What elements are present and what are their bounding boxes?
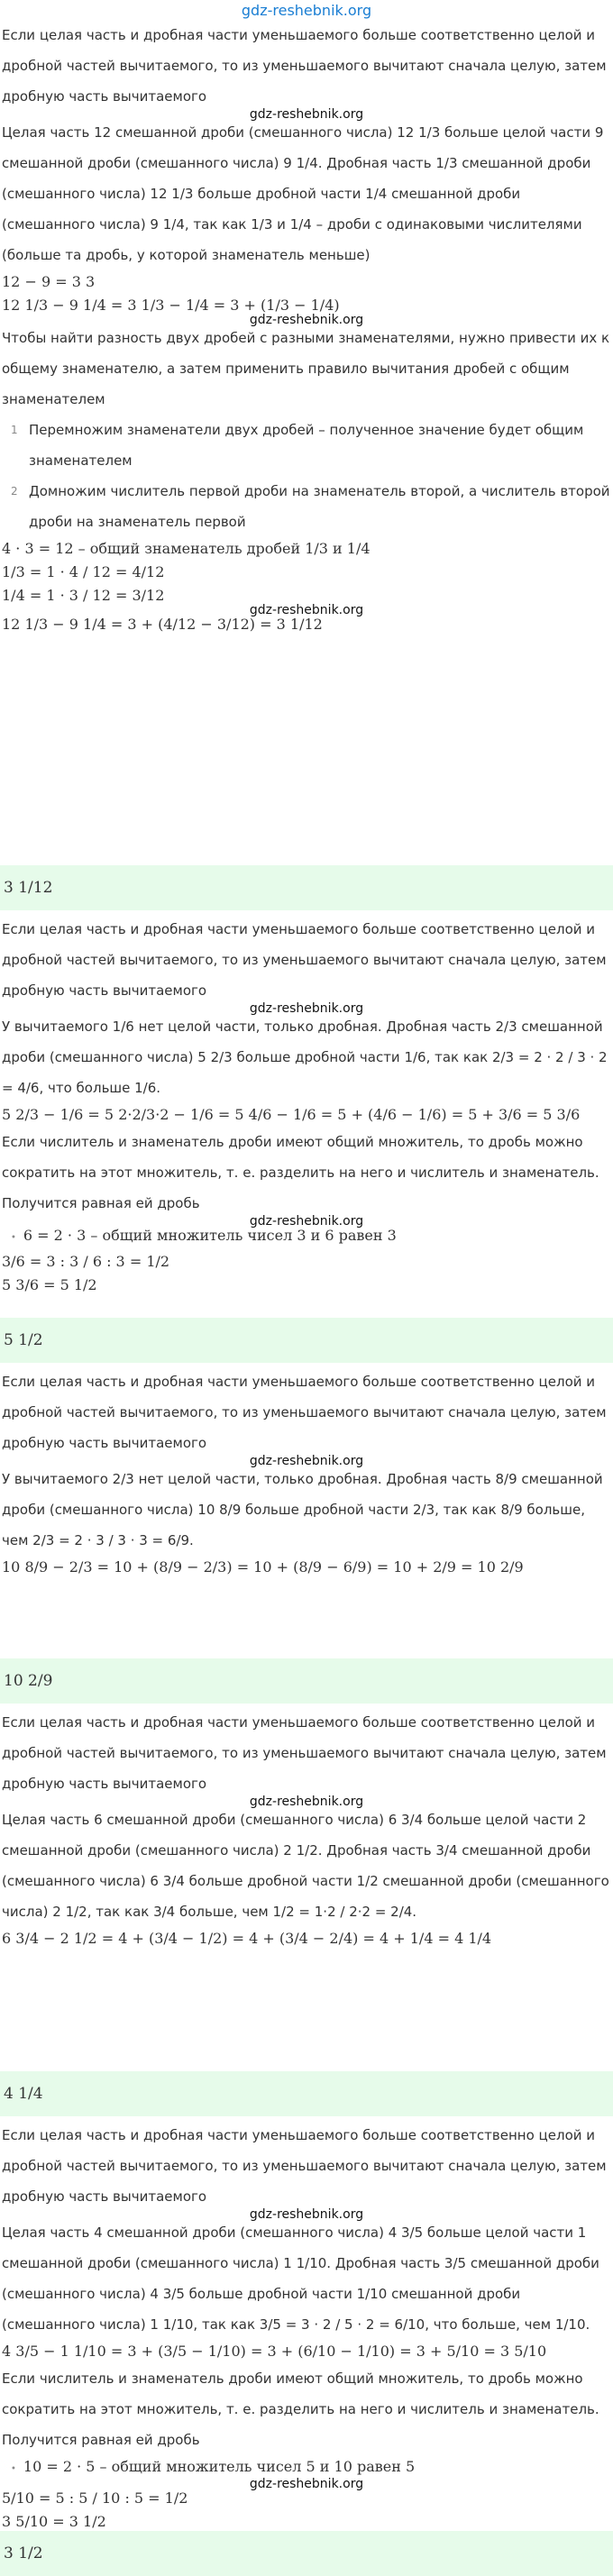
watermark-text: gdz-reshebnik.org bbox=[249, 107, 364, 122]
solution-section-1 bbox=[0, 20, 613, 862]
math-text: 10 = 2 · 5 – общий множитель чисел 5 и 10 равен 5 bbox=[23, 2458, 416, 2475]
rule-text: Если целая часть и дробная части уменьшаемого больше соответственно целой и дробной частей вычитаемого, то из уменьшаемого вычитают сначала целую, затем дробную часть вычитаемого bbox=[2, 921, 607, 999]
rule-text: Если целая часть и дробная части уменьшаемого больше соответственно целой и дробной частей вычитаемого, то из уменьшаемого вычитают сначала целую, затем дробную часть вычитаемого bbox=[2, 2127, 607, 2205]
answer-box: 10 2/9 bbox=[0, 1658, 613, 1704]
math-line: 4 · 3 = 12 – общий знаменатель дробей 1/3 и 1/4 bbox=[2, 540, 371, 557]
explanation-text: Если числитель и знаменатель дроби имеют общий множитель, то дробь можно сократить на этот множитель, т. е. разделить на него и числитель и знаменатель. Получится равная ей дробь bbox=[2, 1134, 599, 1211]
answer-box: 3 1/12 bbox=[0, 865, 613, 910]
watermark-text: gdz-reshebnik.org bbox=[249, 2477, 364, 2491]
rule-text: Если целая часть и дробная части уменьшаемого больше соответственно целой и дробной частей вычитаемого, то из уменьшаемого вычитают сначала целую, затем дробную часть вычитаемого bbox=[2, 27, 607, 105]
answer-box: 3 1/2 bbox=[0, 2531, 613, 2576]
math-line: 6 3/4 − 2 1/2 = 4 + (3/4 − 1/2) = 4 + (3/4 − 2/4) = 4 + 1/4 = 4 1/4 bbox=[2, 1930, 492, 1947]
math-line: 12 − 9 = 3 3 bbox=[2, 273, 96, 290]
solution-section-3 bbox=[0, 1366, 613, 1655]
math-line: 1/3 = 1 · 4 / 12 = 4/12 bbox=[2, 563, 165, 580]
watermark-text: gdz-reshebnik.org bbox=[249, 603, 364, 617]
list-item-text: Домножим числитель первой дроби на знаменатель второй, а числитель второй дроби на знаменатель первой bbox=[29, 483, 610, 530]
math-line: 5 2/3 − 1/6 = 5 2·2/3·2 − 1/6 = 5 4/6 − 1/6 = 5 + (4/6 − 1/6) = 5 + 3/6 = 5 3/6 bbox=[2, 1106, 581, 1123]
list-item: 1 Перемножим знаменатели двух дробей – полученное значение будет общим знаменателем bbox=[11, 422, 584, 469]
watermark-text: gdz-reshebnik.org bbox=[249, 1795, 364, 1809]
math-line bbox=[2, 1224, 611, 1250]
watermark-text: gdz-reshebnik.org bbox=[249, 313, 364, 327]
watermark-text: gdz-reshebnik.org bbox=[249, 1001, 364, 1016]
explanation-text: Целая часть 6 смешанной дроби (смешанного числа) 6 3/4 больше целой части 2 смешанной дроби (смешанного числа) 2 1/2. Дробная часть 3/4 смешанной дроби (смешанного числа) 6 3/4 больше дробной части 1/2 смешанной дроби (смешанного числа) 2 1/2, так как 3/4 больше, чем 1/2 = 1·2 / 2·2 = 2/4. bbox=[2, 1812, 609, 1920]
math-line: 3 5/10 = 3 1/2 bbox=[2, 2513, 106, 2530]
math-line: 10 8/9 − 2/3 = 10 + (8/9 − 2/3) = 10 + (8/9 − 6/9) = 10 + 2/9 = 10 2/9 bbox=[2, 1558, 524, 1576]
explanation-text: Целая часть 4 смешанной дроби (смешанного числа) 4 3/5 больше целой части 1 смешанной дроби (смешанного числа) 1 1/10. Дробная часть 3/5 смешанной дроби (смешанного числа) 4 3/5 больше дробной части 1/10 смешанной дроби (смешанного числа) 1 1/10, так как 3/5 = 3 · 2 / 5 · 2 = 6/10, что больше, чем 1/10. bbox=[2, 2224, 599, 2333]
explanation-text: У вычитаемого 2/3 нет целой части, только дробная. Дробная часть 8/9 смешанной дроби (смешанного числа) 10 8/9 больше дробной части 2/3, так как 8/9 больше, чем 2/3 = 2 · 3 / 3 · 3 = 6/9. bbox=[2, 1471, 603, 1548]
explanation-text: Целая часть 12 смешанной дроби (смешанного числа) 12 1/3 больше целой части 9 смешанной дроби (смешанного числа) 9 1/4. Дробная часть 1/3 смешанной дроби (смешанного числа) 12 1/3 больше дробной части 1/4 смешанной дроби (смешанного числа) 9 1/4, так как 1/3 и 1/4 – дроби с одинаковыми числителями (больше та дробь, у которой знаменатель меньше) bbox=[2, 124, 604, 263]
explanation-text: Если числитель и знаменатель дроби имеют общий множитель, то дробь можно сократить на этот множитель, т. е. разделить на него и числитель и знаменатель. Получится равная ей дробь bbox=[2, 2370, 599, 2448]
bullet-dot: • bbox=[11, 2464, 16, 2474]
watermark-text: gdz-reshebnik.org bbox=[249, 1214, 364, 1229]
watermark-text: gdz-reshebnik.org bbox=[249, 1454, 364, 1468]
answer-box: 5 1/2 bbox=[0, 1318, 613, 1363]
list-item: 2 Домножим числитель первой дроби на знаменатель второй, а числитель второй дроби на знаменатель первой bbox=[11, 483, 610, 530]
math-line: 12 1/3 − 9 1/4 = 3 + (4/12 − 3/12) = 3 1/12 bbox=[2, 616, 323, 633]
explanation-text: Чтобы найти разность двух дробей с разными знаменателями, нужно привести их к общему знаменателю, а затем применить правило вычитания дробей с общим знаменателем bbox=[2, 330, 610, 407]
bullet-dot: • bbox=[11, 1233, 16, 1243]
rule-text: Если целая часть и дробная части уменьшаемого больше соответственно целой и дробной частей вычитаемого, то из уменьшаемого вычитают сначала целую, затем дробную часть вычитаемого bbox=[2, 1374, 607, 1451]
solution-section-2 bbox=[0, 914, 613, 1314]
math-line: 1/4 = 1 · 3 / 12 = 3/12 bbox=[2, 587, 165, 604]
math-line: 5/10 = 5 : 5 / 10 : 5 = 1/2 bbox=[2, 2489, 188, 2507]
answer-box: 4 1/4 bbox=[0, 2071, 613, 2116]
solution-section-5 bbox=[0, 2120, 613, 2530]
math-line: 3/6 = 3 : 3 / 6 : 3 = 1/2 bbox=[2, 1253, 170, 1270]
list-item-text: Перемножим знаменатели двух дробей – полученное значение будет общим знаменателем bbox=[29, 422, 584, 469]
explanation-text: У вычитаемого 1/6 нет целой части, только дробная. Дробная часть 2/3 смешанной дроби (смешанного числа) 5 2/3 больше дробной части 1/6, так как 2/3 = 2 · 2 / 3 · 2 = 4/6, что больше 1/6. bbox=[2, 1019, 608, 1096]
watermark-text: gdz-reshebnik.org bbox=[249, 2207, 364, 2222]
math-line: 5 3/6 = 5 1/2 bbox=[2, 1276, 97, 1293]
math-text: 6 = 2 · 3 – общий множитель чисел 3 и 6 равен 3 bbox=[23, 1227, 397, 1244]
rule-text: Если целая часть и дробная части уменьшаемого больше соответственно целой и дробной частей вычитаемого, то из уменьшаемого вычитают сначала целую, затем дробную часть вычитаемого bbox=[2, 1714, 607, 1792]
solution-section-4 bbox=[0, 1707, 613, 2068]
site-watermark-header: gdz-reshebnik.org bbox=[241, 2, 372, 19]
math-line: 12 1/3 − 9 1/4 = 3 1/3 − 1/4 = 3 + (1/3 − 1/4) bbox=[2, 297, 340, 314]
math-line: 4 3/5 − 1 1/10 = 3 + (3/5 − 1/10) = 3 + (6/10 − 1/10) = 3 + 5/10 = 3 5/10 bbox=[2, 2343, 547, 2360]
